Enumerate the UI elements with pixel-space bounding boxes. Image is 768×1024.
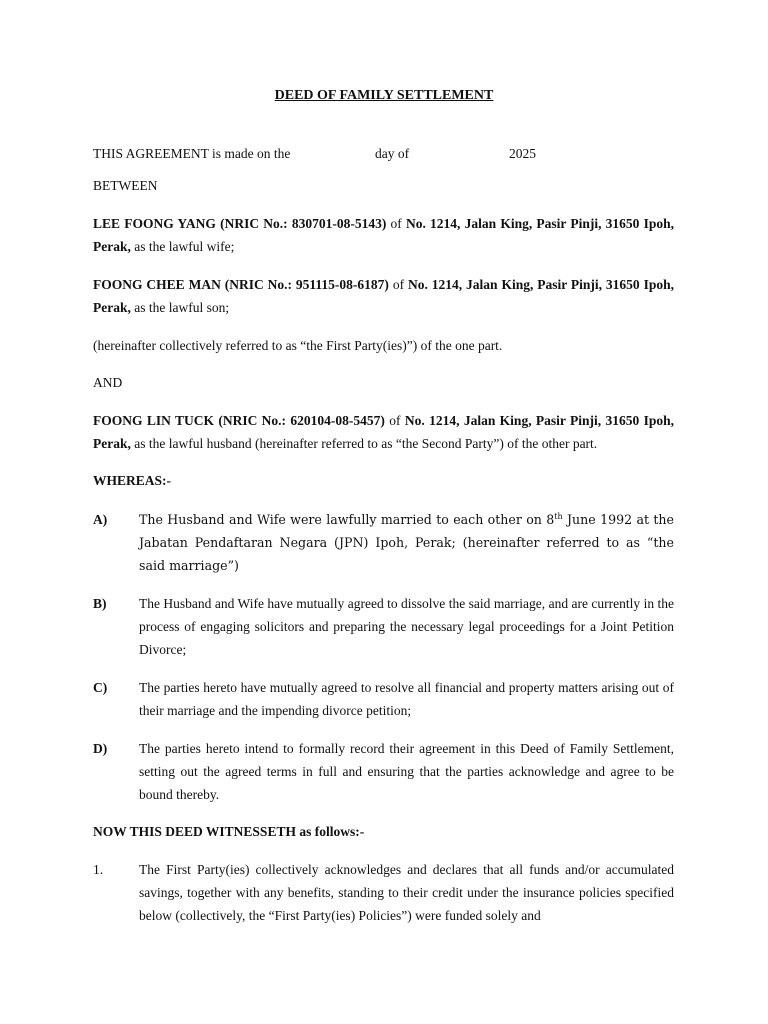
recital-a-text-start: The Husband and Wife were lawfully married to each other on 8 (139, 512, 555, 527)
and-heading: AND (93, 375, 123, 390)
agreement-date-line (93, 146, 290, 162)
recital-d-text: The parties hereto intend to formally record their agreement in this Deed of Family Settlement, setting out the agreed terms in full and ensuring that the parties acknowledge and agree to be bound thereby. (139, 741, 674, 802)
party2-role: as the lawful son; (130, 300, 230, 315)
party3-name: FOONG LIN TUCK (NRIC No.: 620104-08-5457) (93, 413, 385, 428)
clause-1-number: 1. (93, 862, 104, 877)
recital-b-text: The Husband and Wife have mutually agreed to dissolve the said marriage, and are currently in the process of engaging solicitors and preparing the necessary legal proceedings for a Joint Petition Divorce; (139, 596, 674, 657)
agreement-day-label: day of (375, 146, 410, 161)
party2-address: No. 1214, Jalan King, Pasir Pinji, 31650 Ipoh, Perak, (93, 277, 674, 315)
agreement-year: 2025 (509, 146, 536, 161)
party1-name: LEE FOONG YANG (NRIC No.: 830701-08-5143) (93, 216, 387, 231)
party3-address: No. 1214, Jalan King, Pasir Pinji, 31650 Ipoh, Perak, (93, 413, 674, 451)
party2-name: FOONG CHEE MAN (NRIC No.: 951115-08-6187) (93, 277, 389, 292)
witnesseth-heading: NOW THIS DEED WITNESSETH as follows:- (93, 824, 365, 839)
party3-paragraph (93, 409, 674, 455)
recital-a-label: A) (93, 512, 108, 527)
recital-a-text (139, 508, 674, 577)
first-party-note: (hereinafter collectively referred to as “the First Party(ies)”) of the one part. (93, 338, 503, 353)
party1-role: as the lawful wife; (130, 239, 235, 254)
document-title: DEED OF FAMILY SETTLEMENT (274, 88, 494, 103)
party3-of: of (384, 413, 405, 428)
party1-paragraph (93, 212, 674, 258)
recital-c-label: C) (93, 680, 108, 695)
recital-b-label: B) (93, 596, 107, 611)
party2-of: of (388, 277, 408, 292)
party3-role: as the lawful husband (hereinafter referred to as “the Second Party”) of the other part. (130, 436, 598, 451)
recital-c-text: The parties hereto have mutually agreed to resolve all financial and property matters arising out of their marriage and the impending divorce petition; (139, 680, 674, 718)
whereas-heading: WHEREAS:- (93, 473, 172, 488)
recital-a-text-end: June 1992 at the Jabatan Pendaftaran Negara (JPN) Ipoh, Perak; (hereinafter referred to as “the said marriage”) (139, 512, 674, 573)
recital-d-label: D) (93, 741, 108, 756)
party2-paragraph (93, 273, 674, 319)
between-heading: BETWEEN (93, 178, 158, 193)
party1-address: No. 1214, Jalan King, Pasir Pinji, 31650 Ipoh, Perak, (93, 216, 674, 254)
clause-1-text: The First Party(ies) collectively acknowledges and declares that all funds and/or accumulated savings, together with any benefits, standing to their credit under the insurance policies specified below (collectively, the “First Party(ies) Policies”) were funded solely and (139, 862, 674, 923)
recital-a-superscript: th (554, 511, 563, 521)
party1-of: of (386, 216, 406, 231)
agreement-intro: THIS AGREEMENT is made on the (93, 146, 291, 161)
